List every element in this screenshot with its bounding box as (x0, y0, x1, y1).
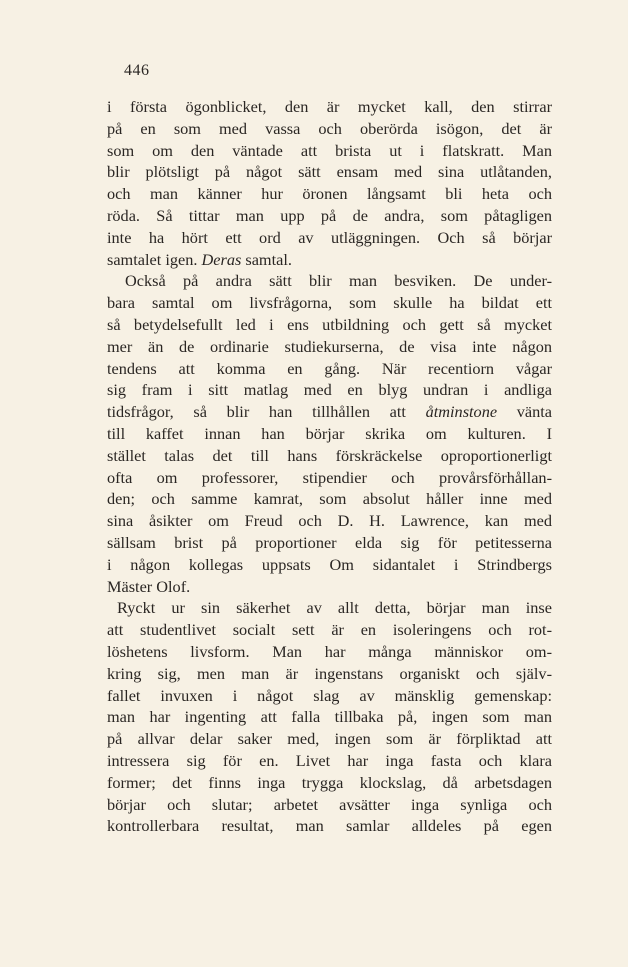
text-span: samtal. (241, 249, 292, 269)
text-line (107, 314, 552, 336)
text-line (107, 227, 552, 249)
text-line (107, 663, 552, 685)
text-span: tendens att komma en gång. När recentiorn vågar (107, 358, 552, 378)
text-span: kring sig, men man är ingenstans organiskt och själv- (107, 663, 552, 683)
text-line (107, 467, 552, 489)
text-line (107, 140, 552, 162)
text-span: i någon kollegas uppsats Om sidantalet i Strindbergs (107, 554, 552, 574)
text-line (107, 401, 552, 423)
text-span: sina åsikter om Freud och D. H. Lawrence, kan med (107, 511, 552, 531)
text-span: löshetens livsform. Man har många människor om- (107, 641, 552, 661)
text-line (107, 118, 552, 140)
text-line (107, 249, 552, 271)
text-span: åtminstone (425, 402, 498, 422)
text-line (107, 706, 552, 728)
text-span: och man känner hur öronen långsamt bli heta och (107, 184, 552, 204)
text-span: Ryckt ur sin säkerhet av allt detta, börjar man inse (117, 598, 552, 618)
text-line (107, 423, 552, 445)
text-span: börjar och slutar; arbetet avsätter inga synliga och (107, 794, 552, 814)
text-span: på allvar delar saker med, ingen som är förpliktad att (107, 729, 552, 749)
text-line (107, 619, 552, 641)
text-span: som om den väntade att brista ut i flatskratt. Man (107, 140, 552, 160)
text-line (107, 205, 552, 227)
text-line (107, 750, 552, 772)
text-span: Också på andra sätt blir man besviken. De under- (125, 271, 552, 291)
text-line (107, 270, 552, 292)
text-span: former; det finns inga trygga klockslag, då arbetsdagen (107, 772, 552, 792)
text-span: att studentlivet socialt sett är en isoleringens och rot- (107, 620, 552, 640)
text-span: röda. Så tittar man upp på de andra, som påtagligen (107, 205, 552, 225)
text-line (107, 379, 552, 401)
text-line (107, 815, 552, 837)
text-span: så betydelsefullt led i ens utbildning och gett så mycket (107, 314, 552, 334)
text-line (107, 96, 552, 118)
text-line (107, 445, 552, 467)
text-span: stället talas det till hans förskräckelse oproportionerligt (107, 445, 552, 465)
text-line (107, 641, 552, 663)
text-line (107, 292, 552, 314)
text-span: fallet invuxen i något slag av mänsklig gemenskap: (107, 685, 552, 705)
text-line (107, 554, 552, 576)
page-number: 446 (124, 62, 150, 79)
text-line (107, 597, 552, 619)
text-span: intressera sig för en. Livet har inga fasta och klara (107, 750, 552, 770)
text-span: vänta (497, 402, 552, 422)
text-span: på en som med vassa och oberörda isögon, det är (107, 118, 552, 138)
text-span: bara samtal om livsfrågorna, som skulle ha bildat ett (107, 293, 552, 313)
text-line (107, 576, 552, 598)
text-span: Mäster Olof. (107, 576, 191, 596)
text-span: kontrollerbara resultat, man samlar alldeles på egen (107, 816, 552, 836)
text-line (107, 772, 552, 794)
text-span: man har ingenting att falla tillbaka på, ingen som man (107, 707, 552, 727)
text-line (107, 532, 552, 554)
text-span: tidsfrågor, så blir han tillhållen att (107, 402, 426, 422)
text-line (107, 183, 552, 205)
text-line (107, 336, 552, 358)
text-line (107, 685, 552, 707)
text-span: samtalet igen. (107, 249, 202, 269)
text-line (107, 358, 552, 380)
text-span: sällsam brist på proportioner elda sig för petitesserna (107, 532, 552, 552)
text-span: till kaffet innan han börjar skrika om kulturen. I (107, 423, 552, 443)
text-span: ofta om professorer, stipendier och provårsförhållan- (107, 467, 552, 487)
text-span: Deras (201, 249, 242, 269)
text-line (107, 794, 552, 816)
text-line (107, 728, 552, 750)
text-span: mer än de ordinarie studiekurserna, de visa inte någon (107, 336, 552, 356)
text-line (107, 161, 552, 183)
text-span: inte ha hört ett ord av utläggningen. Och så börjar (107, 227, 552, 247)
text-line (107, 510, 552, 532)
text-span: sig fram i sitt matlag med en blyg undran i andliga (107, 380, 552, 400)
text-line (107, 488, 552, 510)
text-span: den; och samme kamrat, som absolut håller inne med (107, 489, 552, 509)
text-span: blir plötsligt på något sätt ensam med sina utlåtanden, (107, 162, 552, 182)
text-span: i första ögonblicket, den är mycket kall, den stirrar (107, 97, 552, 116)
body-text (107, 96, 552, 837)
